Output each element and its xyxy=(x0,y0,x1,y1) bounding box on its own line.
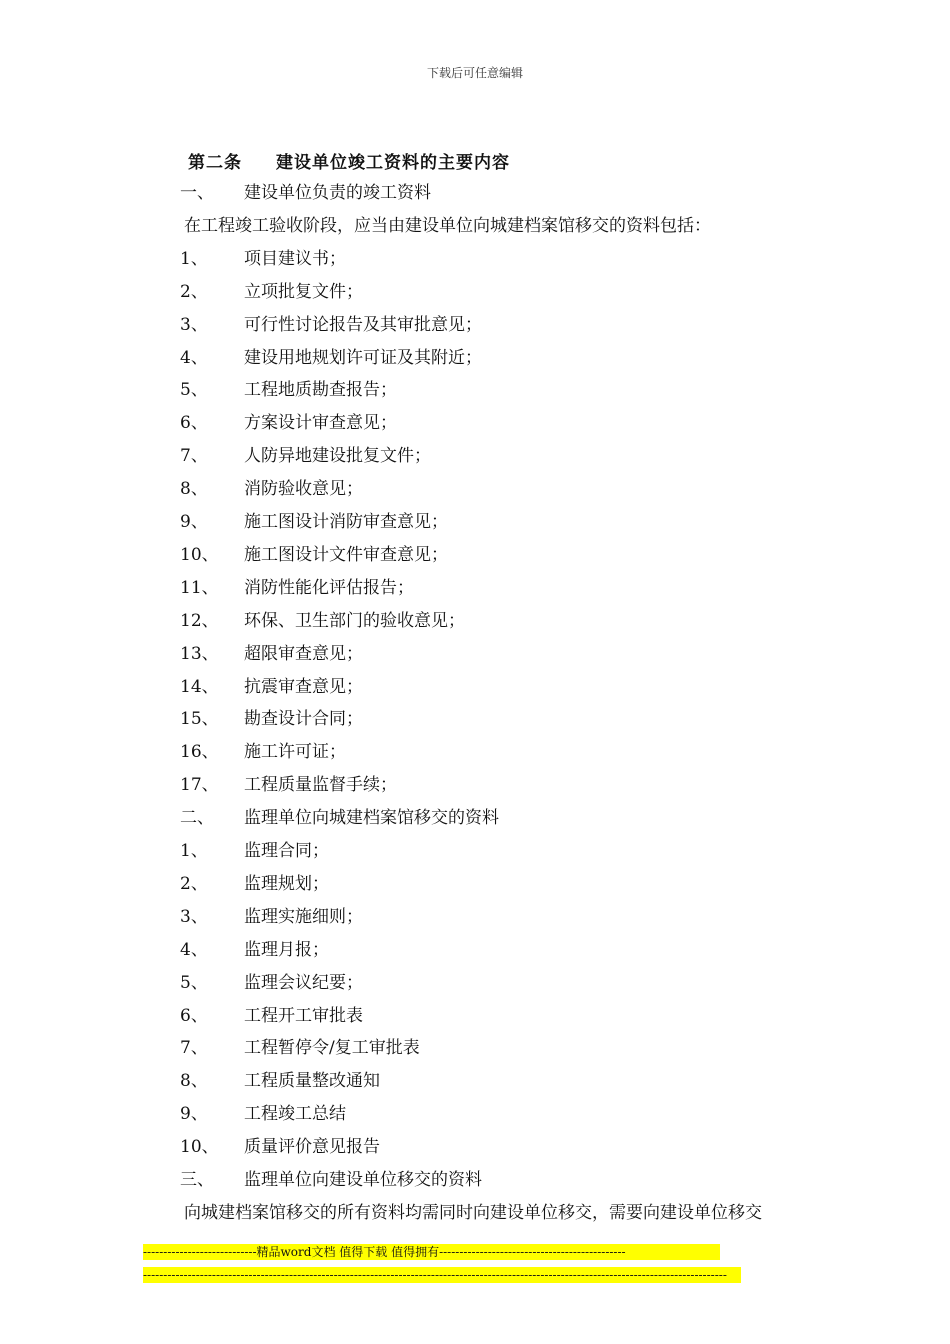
list-item-text: 工程开工审批表 xyxy=(244,1006,363,1026)
list-item-text: 向城建档案馆移交的所有资料均需同时向建设单位移交，需要向建设单位移交 xyxy=(184,1203,762,1223)
list-item-text: 方案设计审查意见； xyxy=(244,413,397,433)
list-item-number: 7、 xyxy=(180,446,208,466)
list-item-text: 监理实施细则； xyxy=(244,907,363,927)
list-item-text: 施工许可证； xyxy=(244,742,346,762)
list-item xyxy=(180,1168,482,1192)
list-item-text: 勘查设计合同； xyxy=(244,709,363,729)
list-item-text: 建设单位负责的竣工资料 xyxy=(244,183,431,203)
list-item-text: 监理会议纪要； xyxy=(244,973,363,993)
list-item-text: 质量评价意见报告 xyxy=(244,1137,380,1157)
list-item-text: 监理合同； xyxy=(244,841,329,861)
list-item-number: 1、 xyxy=(180,841,208,861)
list-item xyxy=(180,1102,346,1126)
list-item xyxy=(180,642,363,666)
list-item-text: 建设用地规划许可证及其附近； xyxy=(244,348,482,368)
list-item xyxy=(180,346,482,370)
list-item xyxy=(180,971,363,995)
list-item-text: 环保、卫生部门的验收意见； xyxy=(244,611,465,631)
list-item-number: 二、 xyxy=(180,808,214,828)
list-item-number: 一、 xyxy=(180,183,214,203)
list-item xyxy=(180,378,397,402)
list-item-text: 监理单位向建设单位移交的资料 xyxy=(244,1170,482,1190)
list-item-number: 15、 xyxy=(180,709,219,729)
list-item xyxy=(180,905,363,929)
list-item xyxy=(180,444,431,468)
list-item xyxy=(180,872,329,896)
list-item-number: 5、 xyxy=(180,380,208,400)
list-item-number: 2、 xyxy=(180,282,208,302)
list-item xyxy=(180,181,431,205)
list-item-text: 项目建议书； xyxy=(244,249,346,269)
list-item xyxy=(180,576,414,600)
list-item-number: 17、 xyxy=(180,775,219,795)
list-item xyxy=(180,609,465,633)
footer-banner xyxy=(143,1244,741,1287)
list-item-number: 8、 xyxy=(180,1071,208,1091)
list-item xyxy=(180,839,329,863)
list-item-text: 监理规划； xyxy=(244,874,329,894)
page-header: 下载后可任意编辑 xyxy=(426,66,523,80)
list-item xyxy=(180,280,363,304)
list-item-number: 3、 xyxy=(180,907,208,927)
list-item-number: 14、 xyxy=(180,677,219,697)
list-item xyxy=(180,773,397,797)
footer-line-2: ------------------------------------------------------------------------------------------------------------------------------------------------ xyxy=(143,1267,741,1283)
list-item-text: 施工图设计消防审查意见； xyxy=(244,512,448,532)
list-item-text: 超限审查意见； xyxy=(244,644,363,664)
list-item-text: 工程竣工总结 xyxy=(244,1104,346,1124)
list-item xyxy=(180,1036,420,1060)
list-item-number: 4、 xyxy=(180,940,208,960)
article-title xyxy=(188,148,510,173)
list-item-number: 三、 xyxy=(180,1170,214,1190)
list-item-text: 工程质量监督手续； xyxy=(244,775,397,795)
list-item xyxy=(180,1069,380,1093)
list-item-text: 工程暂停令/复工审批表 xyxy=(244,1038,420,1058)
list-item-text: 抗震审查意见； xyxy=(244,677,363,697)
list-item-number: 7、 xyxy=(180,1038,208,1058)
paragraph-line xyxy=(184,1201,762,1225)
list-item-text: 在工程竣工验收阶段，应当由建设单位向城建档案馆移交的资料包括： xyxy=(184,216,711,236)
list-item xyxy=(180,247,346,271)
list-item-number: 10、 xyxy=(180,545,219,565)
list-item xyxy=(180,1135,380,1159)
list-item-number: 4、 xyxy=(180,348,208,368)
article-heading: 建设单位竣工资料的主要内容 xyxy=(276,153,510,173)
list-item xyxy=(180,477,363,501)
list-item-number: 6、 xyxy=(180,413,208,433)
list-item-number: 16、 xyxy=(180,742,219,762)
list-item xyxy=(180,707,363,731)
list-item-text: 工程质量整改通知 xyxy=(244,1071,380,1091)
list-item-text: 监理单位向城建档案馆移交的资料 xyxy=(244,808,499,828)
list-item-text: 人防异地建设批复文件； xyxy=(244,446,431,466)
list-item-number: 8、 xyxy=(180,479,208,499)
list-item xyxy=(180,675,363,699)
paragraph-line xyxy=(184,214,711,238)
list-item-text: 立项批复文件； xyxy=(244,282,363,302)
list-item xyxy=(180,740,346,764)
footer-line-1: ----------------------------精品word文档 值得下载 值得拥有---------------------------------------------- xyxy=(143,1244,720,1260)
list-item-text: 消防验收意见； xyxy=(244,479,363,499)
list-item-number: 10、 xyxy=(180,1137,219,1157)
list-item-number: 12、 xyxy=(180,611,219,631)
list-item-text: 施工图设计文件审查意见； xyxy=(244,545,448,565)
list-item-number: 9、 xyxy=(180,512,208,532)
list-item-number: 11、 xyxy=(180,578,219,598)
list-item-text: 监理月报； xyxy=(244,940,329,960)
list-item-number: 6、 xyxy=(180,1006,208,1026)
article-number: 第二条 xyxy=(188,153,242,173)
list-item-text: 可行性讨论报告及其审批意见； xyxy=(244,315,482,335)
list-item-text: 消防性能化评估报告； xyxy=(244,578,414,598)
list-item-number: 9、 xyxy=(180,1104,208,1124)
list-item xyxy=(180,313,482,337)
list-item xyxy=(180,411,397,435)
list-item xyxy=(180,806,499,830)
list-item xyxy=(180,510,448,534)
list-item-number: 5、 xyxy=(180,973,208,993)
list-item-number: 2、 xyxy=(180,874,208,894)
list-item xyxy=(180,1004,363,1028)
list-item-text: 工程地质勘查报告； xyxy=(244,380,397,400)
list-item-number: 1、 xyxy=(180,249,208,269)
list-item xyxy=(180,938,329,962)
list-item-number: 13、 xyxy=(180,644,219,664)
list-item-number: 3、 xyxy=(180,315,208,335)
list-item xyxy=(180,543,448,567)
